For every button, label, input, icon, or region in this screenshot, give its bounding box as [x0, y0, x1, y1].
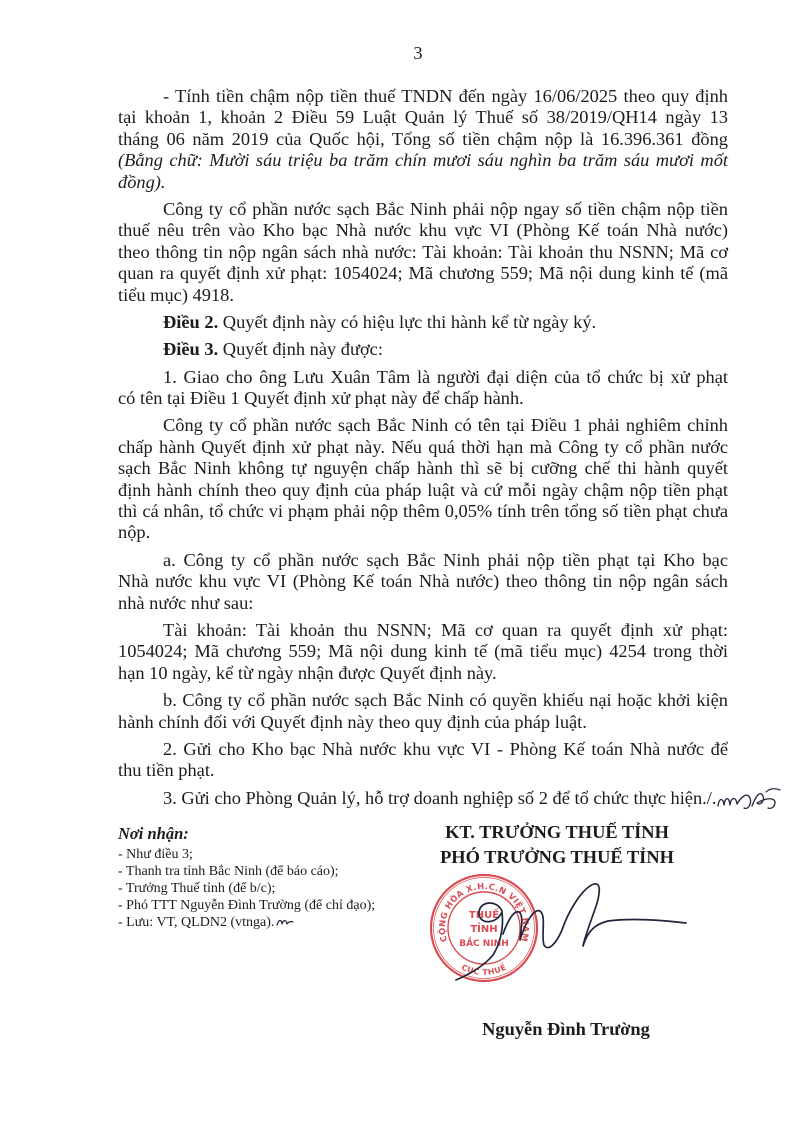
paragraph-11	[118, 788, 728, 809]
recipient-item	[118, 914, 418, 931]
paragraph-2	[118, 199, 728, 306]
text-line: 1054024; Mã chương 559; Mã nội dung kinh tế (mã tiểu mục) 4254 trong thời	[118, 641, 728, 662]
paragraph-9	[118, 690, 728, 733]
text-line: tại khoản 1, khoản 2 Điều 59 Luật Quản lý Thuế số 38/2019/QH14 ngày 13	[118, 107, 728, 128]
paragraph-4	[118, 339, 728, 360]
seal-center-text: TỈNH	[470, 924, 498, 935]
article-text: Quyết định này có hiệu lực thi hành kể từ ngày ký.	[222, 311, 597, 332]
article-heading: Điều 3.	[163, 339, 219, 360]
decision-body	[118, 86, 728, 809]
text-line: 2. Gửi cho Kho bạc Nhà nước khu vực VI - Phòng Kế toán Nhà nước để	[163, 738, 728, 759]
recipient-item	[118, 880, 418, 897]
text-line: (Bằng chữ: Mười sáu triệu ba trăm chín mươi sáu nghìn ba trăm sáu mươi mốt	[118, 150, 728, 171]
article-heading: Điều 2.	[163, 311, 219, 332]
recipient-item	[118, 863, 418, 880]
text-line: tháng 06 năm 2019 của Quốc hội, Tổng số tiền chậm nộp là 16.396.361 đồng	[118, 128, 728, 149]
paragraph-8	[118, 620, 728, 684]
recipient-text: - Phó TTT Nguyễn Đình Trường (để chỉ đạo);	[118, 898, 376, 913]
paragraph-7	[118, 550, 728, 614]
text-line: tiểu mục) 4918.	[118, 284, 234, 305]
seal-center-text: THUẾ	[468, 910, 500, 921]
page-number: 3	[413, 43, 423, 63]
text-line: Công ty cổ phần nước sạch Bắc Ninh phải nộp ngay số tiền chậm nộp tiền	[163, 198, 728, 219]
paragraph-5	[118, 367, 728, 410]
clerk-initials	[276, 916, 294, 928]
text-line: nộp.	[118, 522, 151, 543]
text-line: chấp hành Quyết định xử phạt này. Nếu quá thời hạn mà Công ty cổ phần nước	[118, 436, 728, 457]
position-line: PHÓ TRƯỞNG THUẾ TỈNH	[440, 847, 674, 867]
recipient-text: - Lưu: VT, QLDN2 (vtnga).	[118, 915, 275, 930]
article-text: Quyết định này được:	[222, 339, 383, 360]
seal-bottom-text: CỤC THUẾ	[460, 962, 508, 977]
text-line: có tên tại Điều 1 Quyết định xử phạt này để chấp hành.	[118, 388, 524, 409]
recipients-block	[118, 821, 418, 931]
signer-name: Nguyễn Đình Trường	[482, 1019, 650, 1039]
text-line: Công ty cổ phần nước sạch Bắc Ninh có tên tại Điều 1 phải nghiêm chỉnh	[163, 415, 728, 436]
authority-line: KT. TRƯỞNG THUẾ TỈNH	[445, 822, 669, 842]
text-line: đồng).	[118, 171, 166, 192]
text-line: thu tiền phạt.	[118, 760, 215, 781]
text-line: theo thông tin nộp ngân sách nhà nước: Tài khoản: Tài khoản thu NSNN; Mã cơ	[118, 241, 728, 262]
handwritten-initials	[714, 784, 784, 816]
seal-ring-text: CỘNG HÒA X.H.C.N VIỆT NAM	[436, 880, 532, 944]
paragraph-1	[118, 86, 728, 193]
recipient-item	[118, 897, 418, 914]
text-line: thuế nêu trên vào Kho bạc Nhà nước khu vực VI (Phòng Kế toán Nhà nước)	[118, 220, 728, 241]
text-line: Tài khoản: Tài khoản thu NSNN; Mã cơ quan ra quyết định xử phạt:	[163, 619, 728, 640]
text-line: Nhà nước khu vực VI (Phòng Kế toán Nhà nước) theo thông tin nộp ngân sách	[118, 571, 728, 592]
text-line: a. Công ty cổ phần nước sạch Bắc Ninh phải nộp tiền phạt tại Kho bạc	[163, 549, 728, 570]
text-line: 3. Gửi cho Phòng Quản lý, hỗ trợ doanh nghiệp số 2 để tổ chức thực hiện./.	[163, 787, 717, 808]
text-line: nhà nước như sau:	[118, 592, 254, 613]
seal-center-text: BẮC NINH	[459, 939, 509, 949]
recipients-title: Nơi nhận:	[118, 824, 189, 843]
text-line: sạch Bắc Ninh không tự nguyện chấp hành thì sẽ bị cưỡng chế thi hành quyết	[118, 458, 728, 479]
text-line: định hành chính theo quy định của pháp luật và cứ mỗi ngày chậm nộp tiền phạt	[118, 479, 728, 500]
text-line: hành chính đối với Quyết định này theo quy định của pháp luật.	[118, 711, 587, 732]
text-line: - Tính tiền chậm nộp tiền thuế TNDN đến ngày 16/06/2025 theo quy định	[163, 86, 728, 106]
recipient-text: - Thanh tra tỉnh Bắc Ninh (để báo cáo);	[118, 864, 339, 879]
text-line: b. Công ty cổ phần nước sạch Bắc Ninh có quyền khiếu nại hoặc khởi kiện	[163, 690, 728, 711]
recipient-text: - Như điều 3;	[118, 847, 193, 862]
text-line: thì cá nhân, tổ chức vi phạm phải nộp thêm 0,05% tính trên tổng số tiền phạt chưa	[118, 501, 728, 522]
text-line: hạn 10 ngày, kể từ ngày nhận được Quyết định này.	[118, 662, 497, 683]
text-line: quan ra quyết định xử phạt: 1054024; Mã chương 559; Mã nội dung kinh tế (mã	[118, 263, 728, 284]
text-line: 1. Giao cho ông Lưu Xuân Tâm là người đại diện của tổ chức bị xử phạt	[163, 366, 728, 387]
paragraph-6	[118, 415, 728, 543]
paragraph-10	[118, 739, 728, 782]
paragraph-3	[118, 312, 728, 333]
recipient-text: - Trưởng Thuế tỉnh (để b/c);	[118, 881, 276, 896]
text-line	[118, 339, 728, 360]
text-line	[118, 312, 728, 333]
signature-scribble	[440, 860, 700, 990]
recipient-item	[118, 846, 418, 863]
